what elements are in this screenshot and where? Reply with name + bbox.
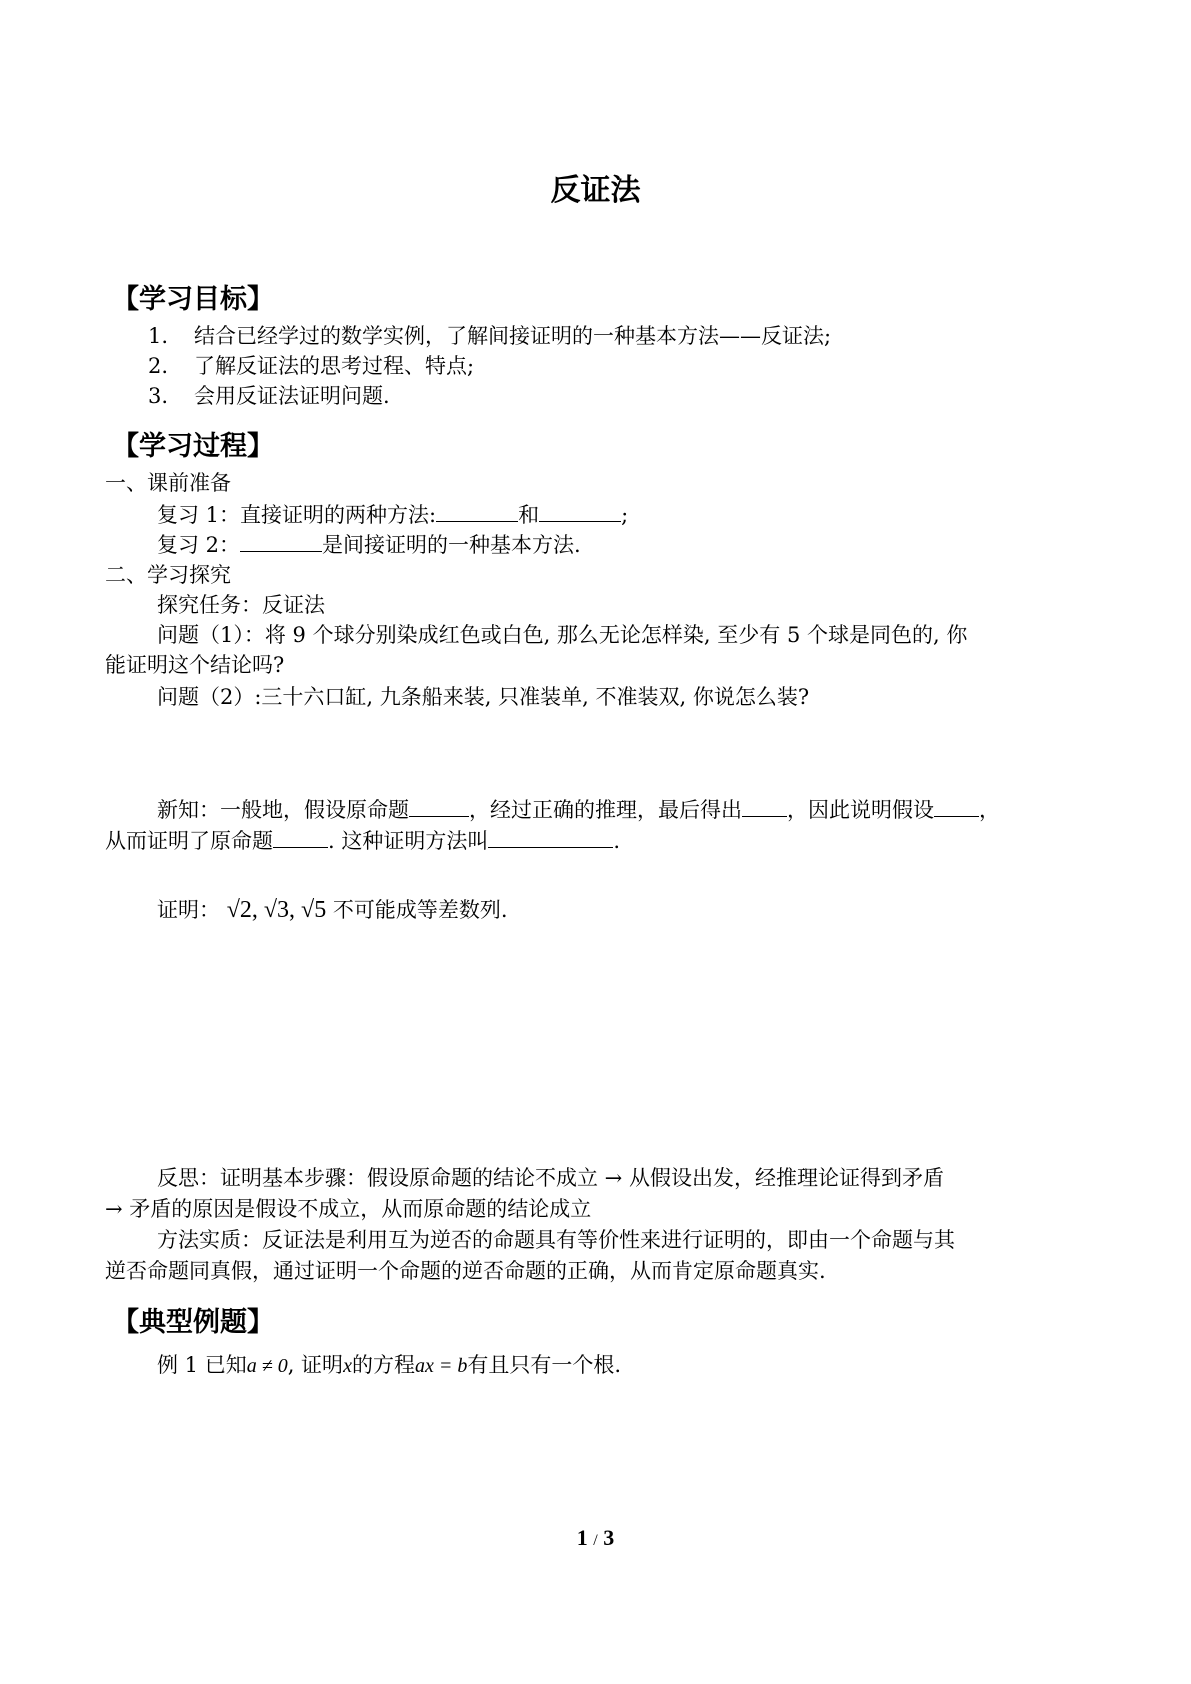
reflection-line1: 反思：证明基本步骤：假设原命题的结论不成立 → 从假设出发，经推理论证得到矛盾 xyxy=(157,1166,944,1190)
question-1-line1: 问题（1）：将 9 个球分别染成红色或白色, 那么无论怎样染, 至少有 5 个球是同色的, 你 xyxy=(157,623,968,647)
explore-task: 探究任务：反证法 xyxy=(157,593,325,617)
blank xyxy=(539,503,621,522)
review-1: 复习 1：直接证明的两种方法: 和 ; xyxy=(157,503,629,527)
blank xyxy=(742,798,787,817)
blank xyxy=(436,503,518,522)
sqrt-expression: √2, √3, √5 xyxy=(226,897,327,923)
new-knowledge-line2: 从而证明了原命题 . 这种证明方法叫 . xyxy=(105,829,621,853)
heading-process: 【学习过程】 xyxy=(112,431,274,462)
document-title: 反证法 xyxy=(550,173,641,208)
part1-label: 一、课前准备 xyxy=(105,471,231,495)
blank xyxy=(488,829,613,848)
essence-line1: 方法实质：反证法是利用互为逆否的命题具有等价性来进行证明的，即由一个命题与其 xyxy=(157,1228,955,1252)
blank xyxy=(409,798,469,817)
review-2: 复习 2： 是间接证明的一种基本方法. xyxy=(157,533,581,557)
part2-label: 二、学习探究 xyxy=(105,563,231,587)
objective-item-1: 1. 结合已经学过的数学实例，了解间接证明的一种基本方法——反证法; xyxy=(148,324,832,348)
page-number: 1 / 3 xyxy=(576,1525,615,1550)
objective-item-3: 3. 会用反证法证明问题. xyxy=(148,384,390,408)
blank xyxy=(934,798,979,817)
blank xyxy=(273,829,328,848)
question-2: 问题（2）:三十六口缸, 九条船来装, 只准装单, 不准装双, 你说怎么装? xyxy=(157,685,810,709)
reflection-line2: → 矛盾的原因是假设不成立，从而原命题的结论成立 xyxy=(105,1197,592,1221)
blank xyxy=(240,533,322,552)
question-1-line2: 能证明这个结论吗? xyxy=(105,653,285,677)
essence-line2: 逆否命题同真假，通过证明一个命题的逆否命题的正确，从而肯定原命题真实. xyxy=(105,1259,826,1283)
objective-item-2: 2. 了解反证法的思考过程、特点; xyxy=(148,354,475,378)
heading-examples: 【典型例题】 xyxy=(112,1307,274,1338)
heading-objectives: 【学习目标】 xyxy=(112,284,274,315)
proof-statement: 证明： √2, √3, √5 不可能成等差数列. xyxy=(157,897,508,923)
new-knowledge-line1: 新知：一般地，假设原命题 ，经过正确的推理，最后得出 ，因此说明假设 ， xyxy=(157,798,1000,822)
example-1: 例 1 已知a ≠ 0, 证明x的方程ax = b有且只有一个根. xyxy=(157,1353,622,1377)
